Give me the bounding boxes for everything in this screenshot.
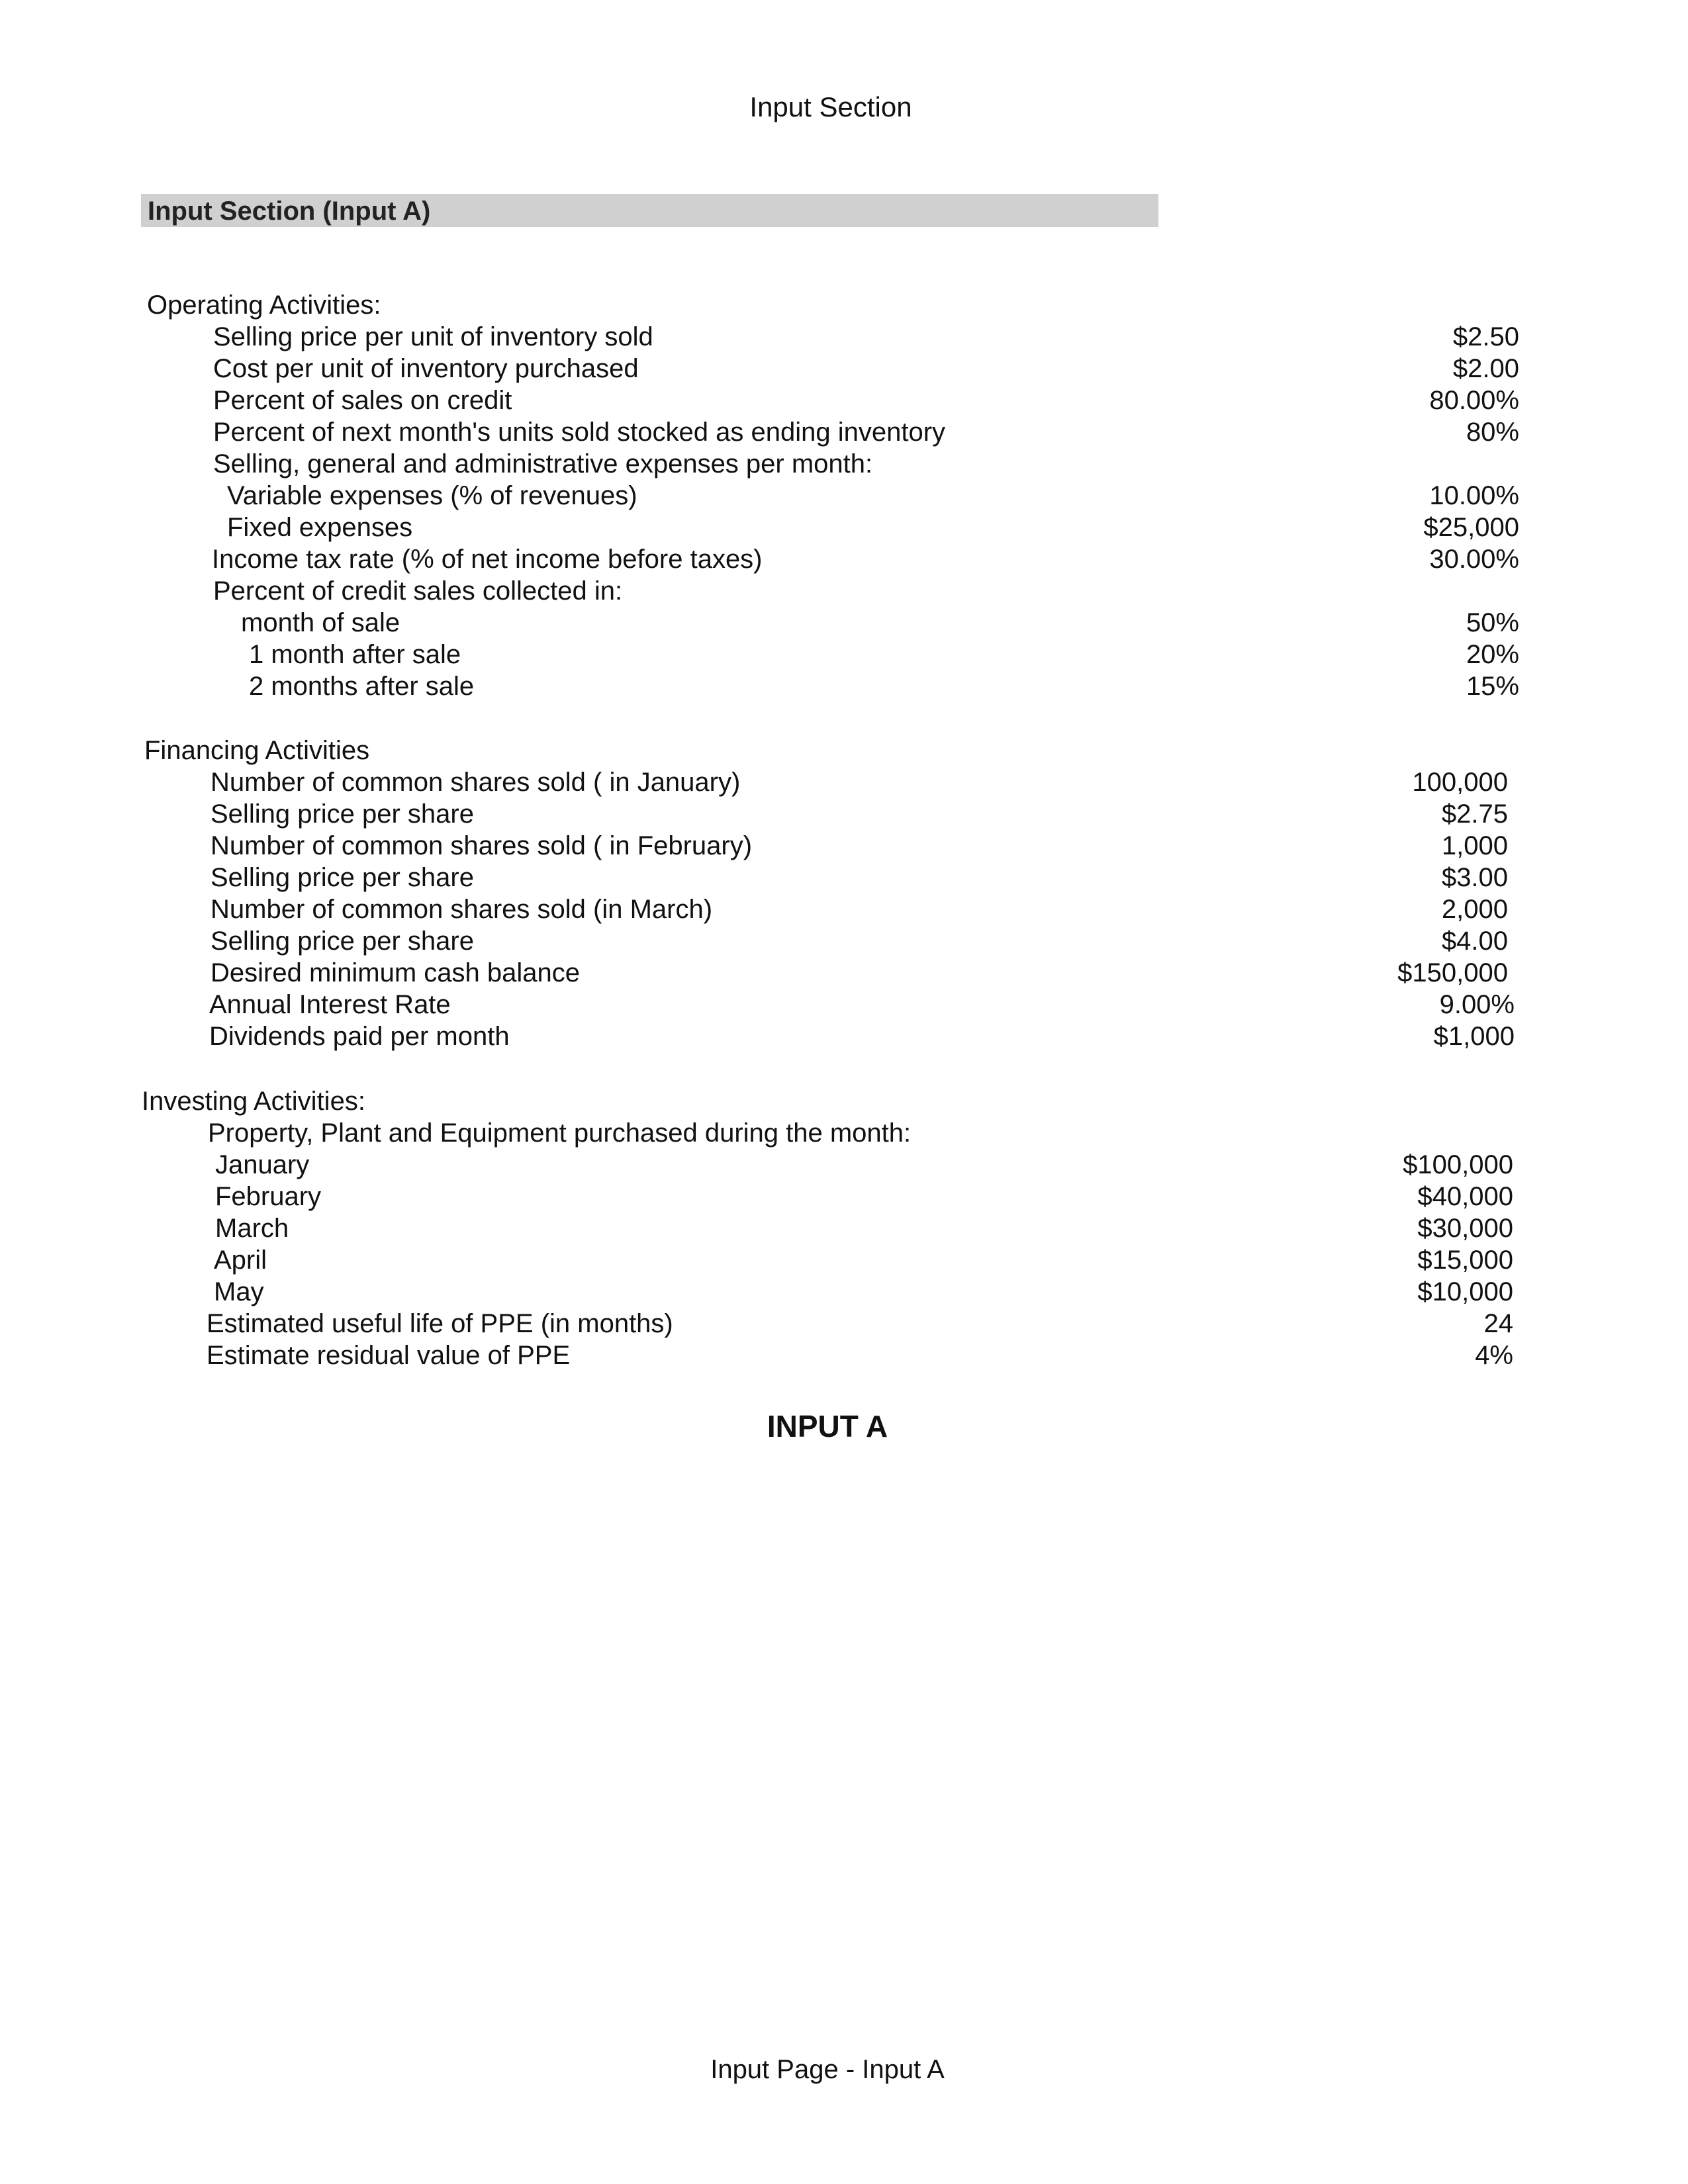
table-row	[0, 321, 1688, 353]
row-value: 50%	[1466, 608, 1519, 637]
row-value: 1,000	[1441, 831, 1508, 860]
row-value: $40,000	[1417, 1182, 1513, 1211]
table-row	[0, 1212, 1688, 1244]
row-label: Annual Interest Rate	[209, 990, 451, 1019]
table-row	[0, 670, 1688, 702]
subsection-heading	[0, 1117, 1688, 1149]
table-row	[0, 1021, 1688, 1052]
row-label: Selling, general and administrative expenses per month:	[213, 449, 873, 478]
row-value: $25,000	[1423, 513, 1519, 542]
section-banner-title: Input Section (Input A)	[148, 197, 431, 226]
row-label: 1 month after sale	[249, 640, 461, 669]
table-row	[0, 480, 1688, 512]
row-label: Selling price per share	[211, 799, 474, 829]
row-label: Estimate residual value of PPE	[207, 1341, 571, 1370]
row-value: 30.00%	[1429, 545, 1519, 574]
row-label: Variable expenses (% of revenues)	[227, 481, 637, 510]
row-value: $30,000	[1417, 1214, 1513, 1243]
table-row	[0, 1340, 1688, 1371]
row-value: 4%	[1475, 1341, 1513, 1370]
row-label: Operating Activities:	[147, 291, 381, 320]
subsection-heading	[0, 575, 1688, 607]
row-label: March	[215, 1214, 289, 1243]
table-row	[0, 353, 1688, 385]
table-row	[0, 1276, 1688, 1308]
row-label: Financing Activities	[144, 736, 370, 765]
table-row	[0, 989, 1688, 1021]
page-header: Input Section	[749, 91, 912, 122]
table-row	[0, 512, 1688, 543]
row-label: Income tax rate (% of net income before taxes)	[212, 545, 763, 574]
section-banner	[141, 194, 1158, 227]
table-row	[0, 607, 1688, 639]
row-value: $2.75	[1441, 799, 1508, 829]
row-label: Percent of credit sales collected in:	[213, 576, 623, 606]
row-label: Percent of next month's units sold stocked as ending inventory	[213, 418, 946, 447]
row-label: Selling price per share	[211, 863, 474, 892]
row-value: $15,000	[1417, 1246, 1513, 1275]
row-label: Desired minimum cash balance	[211, 958, 581, 987]
table-row	[0, 416, 1688, 448]
table-row	[0, 798, 1688, 830]
section-heading-investing	[0, 1085, 1688, 1117]
table-row	[0, 766, 1688, 798]
row-value: $2.00	[1452, 354, 1519, 383]
row-label: Dividends paid per month	[209, 1022, 510, 1051]
row-label: Percent of sales on credit	[213, 386, 512, 415]
row-value: $3.00	[1441, 863, 1508, 892]
row-label: Fixed expenses	[227, 513, 413, 542]
row-label: Number of common shares sold ( in February)	[211, 831, 753, 860]
row-label: April	[214, 1246, 267, 1275]
table-row	[0, 1149, 1688, 1181]
row-value: 80.00%	[1429, 386, 1519, 415]
table-row	[0, 639, 1688, 670]
row-value: $2.50	[1452, 322, 1519, 351]
table-row	[0, 1181, 1688, 1212]
row-value: $4.00	[1441, 927, 1508, 956]
row-label: Selling price per share	[211, 927, 474, 956]
row-label: Cost per unit of inventory purchased	[213, 354, 639, 383]
row-label: Estimated useful life of PPE (in months)	[207, 1309, 673, 1338]
row-value: 80%	[1466, 418, 1519, 447]
row-label: February	[215, 1182, 322, 1211]
section-heading-operating	[0, 289, 1688, 321]
table-row	[0, 1308, 1688, 1340]
row-value: $1,000	[1433, 1022, 1515, 1051]
row-label: Selling price per unit of inventory sold	[213, 322, 653, 351]
row-value: $10,000	[1417, 1277, 1513, 1306]
row-label: 2 months after sale	[249, 672, 475, 701]
table-row	[0, 543, 1688, 575]
row-label: Investing Activities:	[142, 1087, 365, 1116]
table-row	[0, 893, 1688, 925]
row-label: month of sale	[241, 608, 400, 637]
row-label: Property, Plant and Equipment purchased during the month:	[208, 1118, 912, 1148]
row-value: 20%	[1466, 640, 1519, 669]
row-value: $150,000	[1397, 958, 1508, 987]
row-label: Number of common shares sold ( in January)	[211, 768, 741, 797]
row-value: 24	[1483, 1309, 1513, 1338]
row-label: January	[215, 1150, 310, 1179]
row-label: Number of common shares sold (in March)	[211, 895, 713, 924]
row-value: 100,000	[1412, 768, 1508, 797]
row-value: 9.00%	[1439, 990, 1515, 1019]
row-value: 10.00%	[1429, 481, 1519, 510]
row-label: May	[214, 1277, 264, 1306]
table-row	[0, 1244, 1688, 1276]
table-row	[0, 830, 1688, 862]
row-value: 2,000	[1441, 895, 1508, 924]
input-a-label: INPUT A	[767, 1409, 888, 1443]
table-row	[0, 957, 1688, 989]
table-row	[0, 385, 1688, 416]
table-row	[0, 925, 1688, 957]
row-value: $100,000	[1403, 1150, 1513, 1179]
row-value: 15%	[1466, 672, 1519, 701]
subsection-heading	[0, 448, 1688, 480]
section-heading-financing	[0, 735, 1688, 766]
table-row	[0, 862, 1688, 893]
page-footer: Input Page - Input A	[710, 2055, 945, 2084]
